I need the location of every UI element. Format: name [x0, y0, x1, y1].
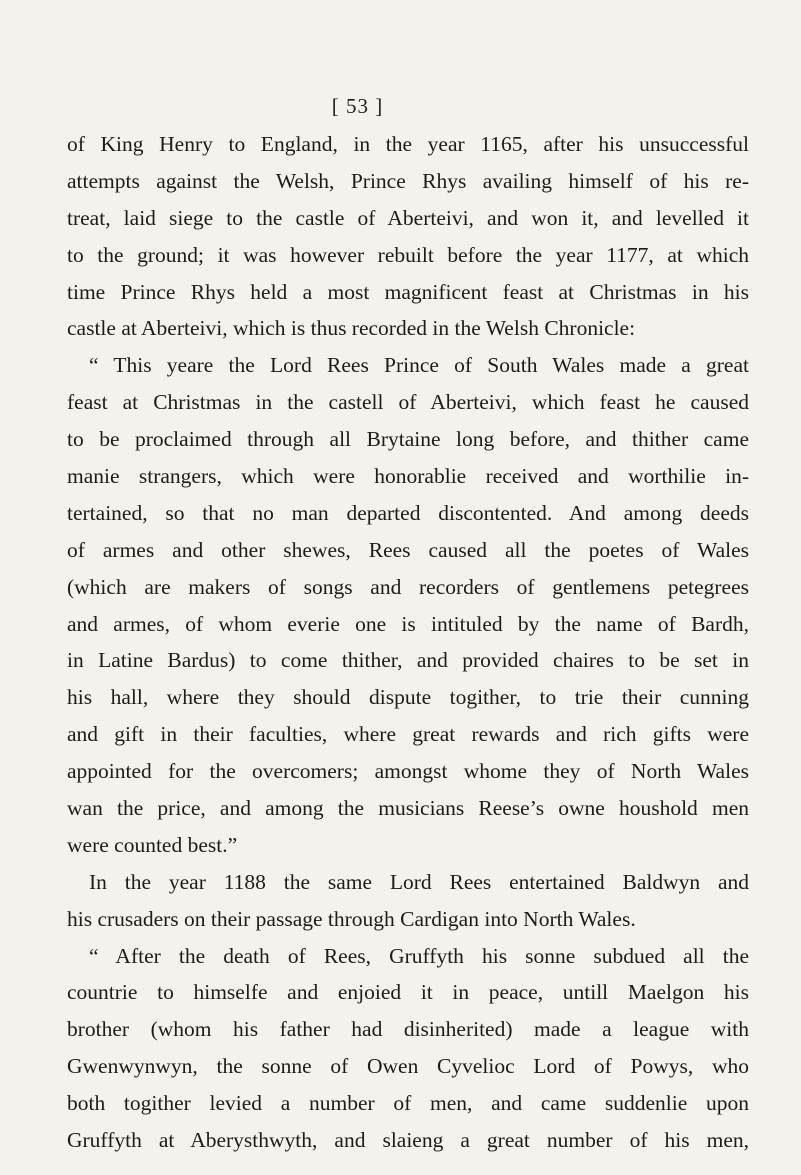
body-text — [67, 126, 749, 1159]
text-line: were counted best.” — [67, 832, 238, 857]
text-line: of King Henry to England, in the year 1165, after his unsuccessful — [67, 132, 749, 156]
text-line: his crusaders on their passage through Cardigan into North Wales. — [67, 906, 636, 931]
text-line: treat, laid siege to the castle of Aberteivi, and won it, and levelled it — [67, 205, 749, 230]
text-line: of armes and other shewes, Rees caused all the poetes of Wales — [67, 537, 749, 562]
text-line: brother (whom his father had disinherited) made a league with — [67, 1017, 749, 1042]
text-line: castle at Aberteivi, which is thus recorded in the Welsh Chronicle: — [67, 316, 636, 341]
text-line: time Prince Rhys held a most magnificent feast at Christmas in his — [67, 279, 749, 304]
text-line: manie strangers, which were honorablie received and worthilie in- — [67, 464, 749, 489]
text-line: countrie to himselfe and enjoied it in peace, untill Maelgon his — [67, 980, 749, 1005]
text-line: in Latine Bardus) to come thither, and provided chaires to be set in — [67, 648, 749, 673]
text-line: In the year 1188 the same Lord Rees entertained Baldwyn and — [89, 869, 749, 894]
text-line: “ After the death of Rees, Gruffyth his sonne subdued all the — [89, 943, 749, 968]
text-line: attempts against the Welsh, Prince Rhys availing himself of his re- — [67, 168, 749, 193]
text-line: and armes, of whom everie one is intituled by the name of Bardh, — [67, 611, 749, 636]
text-line: wan the price, and among the musicians Reese’s owne houshold men — [67, 796, 749, 821]
text-line: and gift in their faculties, where great rewards and rich gifts were — [67, 722, 749, 747]
text-line: Gruffyth at Aberysthwyth, and slaieng a great number of his men, — [67, 1128, 749, 1153]
text-line: both togither levied a number of men, and came suddenlie upon — [67, 1091, 749, 1116]
text-line: Gwenwynwyn, the sonne of Owen Cyvelioc Lord of Powys, who — [67, 1054, 749, 1079]
text-line: (which are makers of songs and recorders of gentlemens petegrees — [67, 574, 749, 599]
page-number: [ 53 ] — [331, 94, 384, 118]
text-line: tertained, so that no man departed discontented. And among deeds — [67, 500, 749, 525]
text-line: his hall, where they should dispute togither, to trie their cunning — [67, 685, 749, 710]
text-line: “ This yeare the Lord Rees Prince of South Wales made a great — [89, 353, 749, 378]
text-line: to the ground; it was however rebuilt before the year 1177, at which — [67, 242, 749, 267]
text-line: appointed for the overcomers; amongst whome they of North Wales — [67, 759, 749, 784]
text-line: feast at Christmas in the castell of Aberteivi, which feast he caused — [67, 390, 749, 415]
text-line: to be proclaimed through all Brytaine long before, and thither came — [67, 427, 749, 452]
